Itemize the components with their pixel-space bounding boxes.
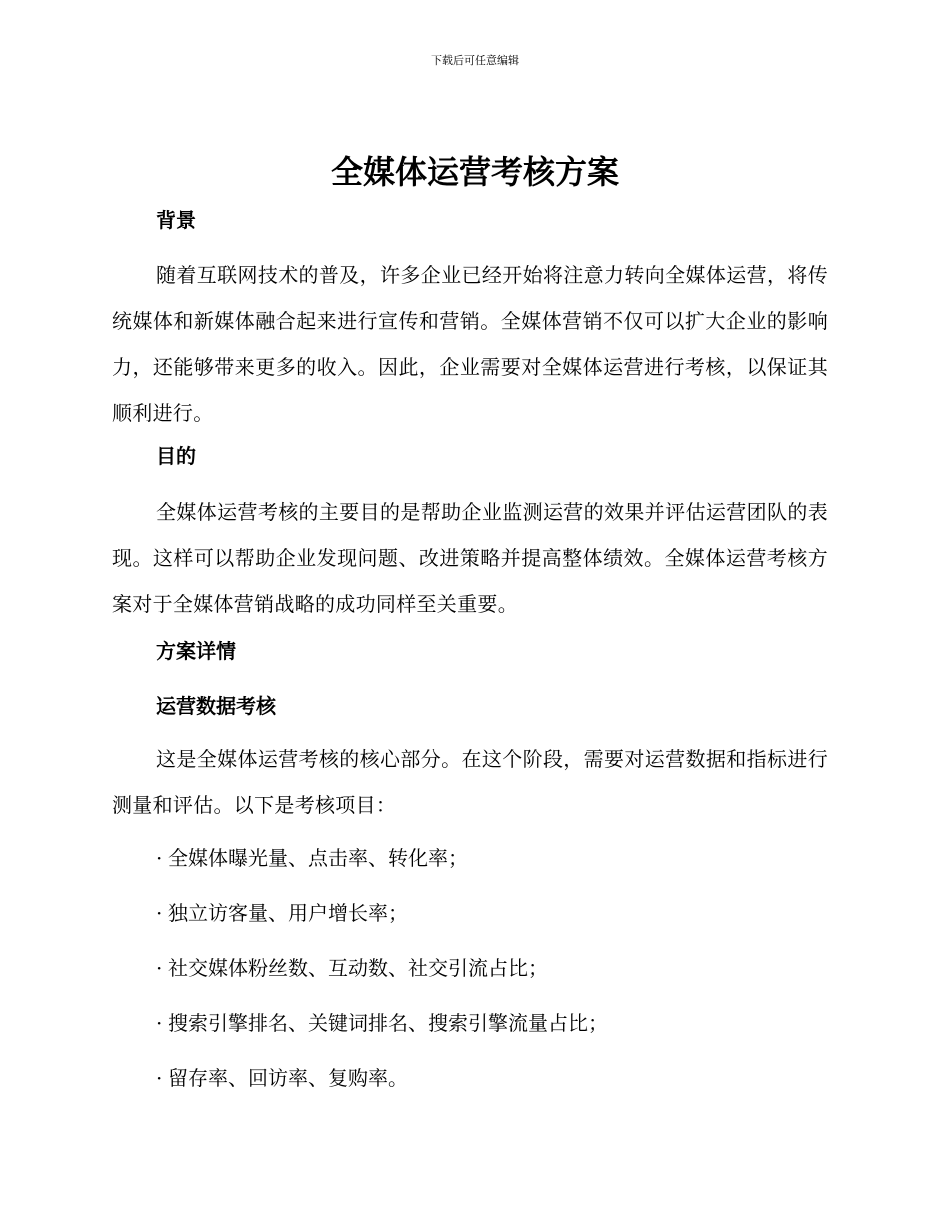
bullet-icon: · <box>156 901 163 925</box>
background-paragraph: 随着互联网技术的普及，许多企业已经开始将注意力转向全媒体运营，将传统媒体和新媒体融合起来进行宣传和营销。全媒体营销不仅可以扩大企业的影响力，还能够带来更多的收入。因此，企业需要对全媒体运营进行考核，以保证其顺利进行。 <box>112 263 828 425</box>
list-item <box>156 899 408 927</box>
list-item <box>156 844 468 872</box>
document-title: 全媒体运营考核方案 <box>330 153 619 191</box>
list-item <box>156 1064 408 1092</box>
bullet-icon: · <box>156 846 163 870</box>
section-heading-details: 方案详情 <box>156 639 236 663</box>
purpose-paragraph: 全媒体运营考核的主要目的是帮助企业监测运营的效果并评估运营团队的表现。这样可以帮助企业发现问题、改进策略并提高整体绩效。全媒体运营考核方案对于全媒体营销战略的成功同样至关重要。 <box>112 500 828 616</box>
section-subheading-operations-data: 运营数据考核 <box>156 694 276 718</box>
header-note: 下载后可任意编辑 <box>431 54 519 67</box>
list-item <box>156 1009 608 1037</box>
section-heading-purpose: 目的 <box>156 444 196 468</box>
bullet-icon: · <box>156 956 163 980</box>
list-item-text: 留存率、回访率、复购率。 <box>168 1066 408 1090</box>
bullet-icon: · <box>156 1066 163 1090</box>
operations-data-paragraph: 这是全媒体运营考核的核心部分。在这个阶段，需要对运营数据和指标进行测量和评估。以下是考核项目： <box>112 747 828 817</box>
bullet-icon: · <box>156 1011 163 1035</box>
list-item <box>156 954 548 982</box>
list-item-text: 全媒体曝光量、点击率、转化率； <box>168 846 468 870</box>
list-item-text: 独立访客量、用户增长率； <box>168 901 408 925</box>
list-item-text: 社交媒体粉丝数、互动数、社交引流占比； <box>168 956 548 980</box>
section-heading-background: 背景 <box>156 208 196 232</box>
list-item-text: 搜索引擎排名、关键词排名、搜索引擎流量占比； <box>168 1011 608 1035</box>
